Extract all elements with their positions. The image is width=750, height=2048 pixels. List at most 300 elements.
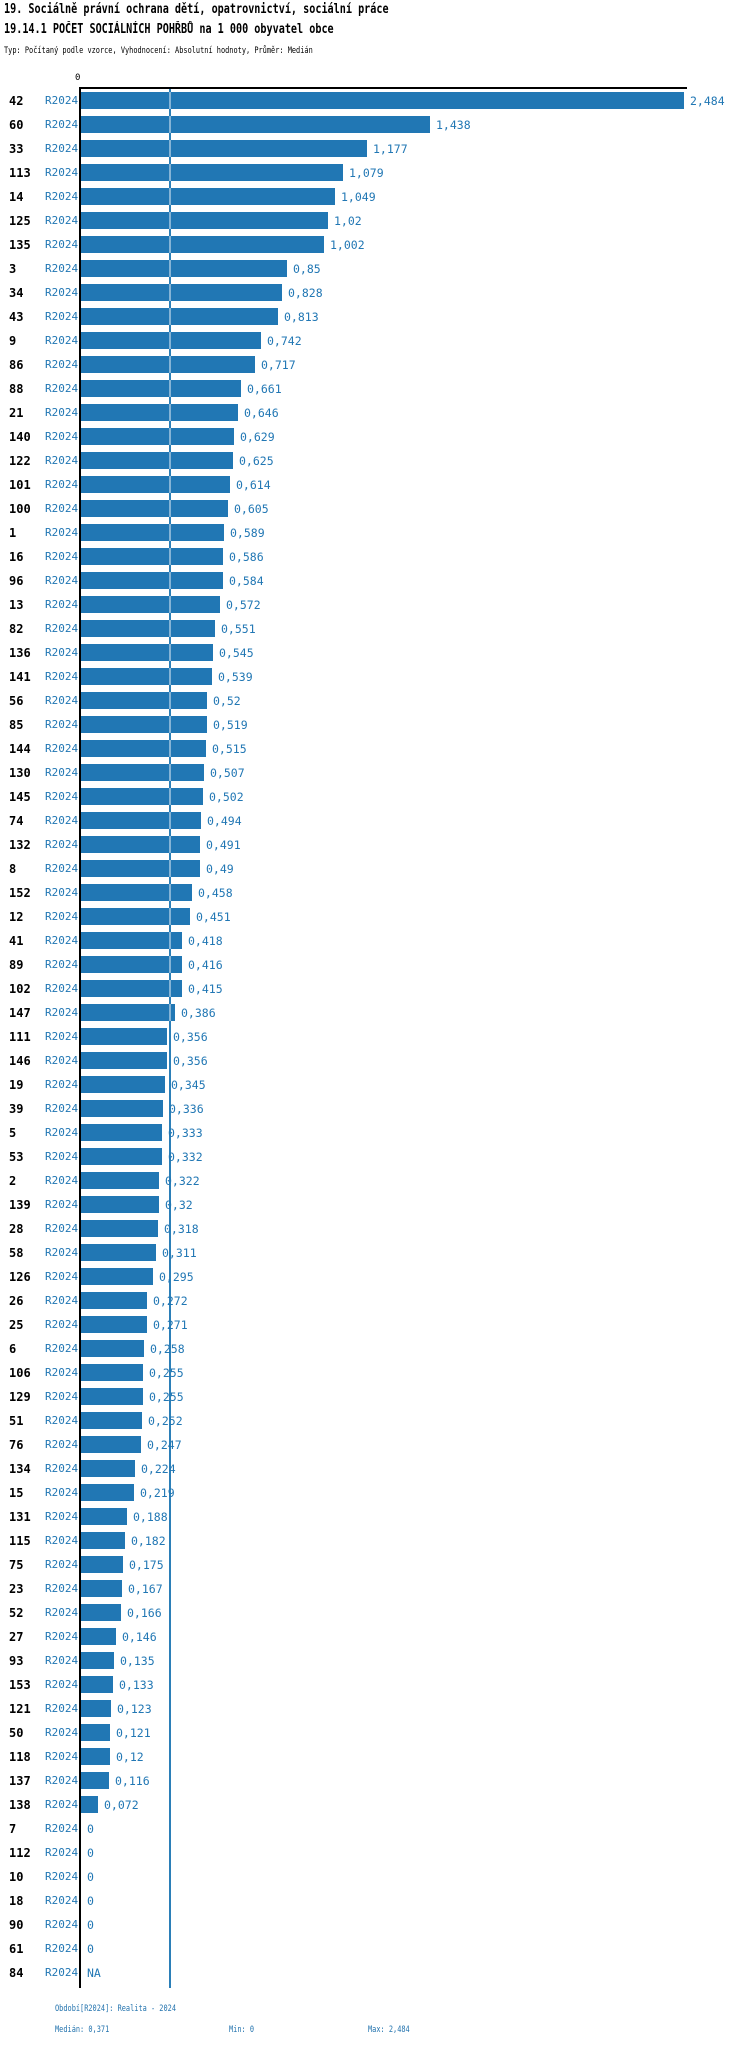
bar xyxy=(81,860,200,877)
bar-value-label: 0,356 xyxy=(173,1054,208,1068)
row-category-label: 41 xyxy=(9,934,24,948)
footer-min: Min: 0 xyxy=(229,2025,255,2035)
bar-value-label: 0,416 xyxy=(188,958,223,972)
median-line-over-bar xyxy=(169,212,171,229)
bar-row xyxy=(0,521,750,545)
bar xyxy=(81,1004,175,1021)
row-category-label: 136 xyxy=(9,646,31,660)
row-category-label: 100 xyxy=(9,502,31,516)
row-series-label: R2024 xyxy=(45,646,79,659)
bar-value-label: 0,614 xyxy=(236,478,271,492)
bar-row xyxy=(0,1385,750,1409)
bar-row xyxy=(0,1289,750,1313)
row-category-label: 130 xyxy=(9,766,31,780)
bar-row xyxy=(0,977,750,1001)
bar-row xyxy=(0,257,750,281)
row-category-label: 121 xyxy=(9,1702,31,1716)
row-series-label: R2024 xyxy=(45,598,79,611)
bar-value-label: 0,572 xyxy=(226,598,261,612)
row-category-label: 61 xyxy=(9,1942,24,1956)
bar xyxy=(81,476,230,493)
bar-value-label: 0,515 xyxy=(212,742,247,756)
row-category-label: 56 xyxy=(9,694,24,708)
bar-row xyxy=(0,1433,750,1457)
bar-value-label: 1,02 xyxy=(334,214,362,228)
bar-value-label: 0,491 xyxy=(206,838,241,852)
bar xyxy=(81,740,206,757)
bar-value-label: 0,828 xyxy=(288,286,323,300)
bar-value-label: 0,146 xyxy=(122,1630,157,1644)
row-category-label: 122 xyxy=(9,454,31,468)
row-category-label: 51 xyxy=(9,1414,24,1428)
bar-value-label: 0,333 xyxy=(168,1126,203,1140)
row-category-label: 96 xyxy=(9,574,24,588)
row-series-label: R2024 xyxy=(45,94,79,107)
bar xyxy=(81,260,287,277)
row-category-label: 84 xyxy=(9,1966,24,1980)
bar xyxy=(81,164,343,181)
row-series-label: R2024 xyxy=(45,1174,79,1187)
median-line-over-bar xyxy=(169,140,171,157)
row-series-label: R2024 xyxy=(45,1366,79,1379)
bar xyxy=(81,596,220,613)
row-series-label: R2024 xyxy=(45,1126,79,1139)
bar-value-label: 0,12 xyxy=(116,1750,144,1764)
bar-value-label: 0,123 xyxy=(117,1702,152,1716)
row-category-label: 12 xyxy=(9,910,24,924)
row-series-label: R2024 xyxy=(45,430,79,443)
row-series-label: R2024 xyxy=(45,334,79,347)
median-line-over-bar xyxy=(169,836,171,853)
row-category-label: 153 xyxy=(9,1678,31,1692)
row-category-label: 14 xyxy=(9,190,24,204)
bar xyxy=(81,1604,121,1621)
bar-row xyxy=(0,353,750,377)
bar-value-label: 0 xyxy=(87,1942,94,1956)
bar xyxy=(81,572,223,589)
row-series-label: R2024 xyxy=(45,1222,79,1235)
row-series-label: R2024 xyxy=(45,886,79,899)
median-line-over-bar xyxy=(169,596,171,613)
bar-row xyxy=(0,1937,750,1961)
median-line-over-bar xyxy=(169,260,171,277)
bar xyxy=(81,1220,158,1237)
median-line-over-bar xyxy=(169,668,171,685)
bar-value-label: 0,545 xyxy=(219,646,254,660)
row-series-label: R2024 xyxy=(45,1294,79,1307)
row-category-label: 85 xyxy=(9,718,24,732)
row-category-label: 125 xyxy=(9,214,31,228)
row-series-label: R2024 xyxy=(45,214,79,227)
row-series-label: R2024 xyxy=(45,1774,79,1787)
footer-max: Max: 2,484 xyxy=(368,2025,410,2035)
bar-row xyxy=(0,1313,750,1337)
bar-row xyxy=(0,1001,750,1025)
x-axis-zero-tick-label: 0 xyxy=(75,73,81,83)
bar xyxy=(81,812,201,829)
bar xyxy=(81,140,367,157)
median-line-over-bar xyxy=(169,908,171,925)
bar-value-label: 0,345 xyxy=(171,1078,206,1092)
row-series-label: R2024 xyxy=(45,1678,79,1691)
bar-value-label: 0,311 xyxy=(162,1246,197,1260)
row-series-label: R2024 xyxy=(45,814,79,827)
chart-title: 19.14.1 POČET SOCIÁLNÍCH POHŘBŮ na 1 000 obyvatel obce xyxy=(4,22,334,37)
row-category-label: 82 xyxy=(9,622,24,636)
row-series-label: R2024 xyxy=(45,1630,79,1643)
row-series-label: R2024 xyxy=(45,1798,79,1811)
row-series-label: R2024 xyxy=(45,1318,79,1331)
bar-row xyxy=(0,377,750,401)
bar xyxy=(81,884,192,901)
bar xyxy=(81,500,228,517)
bar xyxy=(81,980,182,997)
row-category-label: 146 xyxy=(9,1054,31,1068)
bar-value-label: 0,271 xyxy=(153,1318,188,1332)
bar-value-label: 0 xyxy=(87,1894,94,1908)
row-category-label: 19 xyxy=(9,1078,24,1092)
bar-value-label: 0,629 xyxy=(240,430,275,444)
bar-row xyxy=(0,425,750,449)
bar xyxy=(81,1364,143,1381)
median-line-over-bar xyxy=(169,812,171,829)
bar-value-label: 0,258 xyxy=(150,1342,185,1356)
bar xyxy=(81,116,430,133)
bar xyxy=(81,428,234,445)
row-series-label: R2024 xyxy=(45,310,79,323)
bar-value-label: 0,255 xyxy=(149,1390,184,1404)
bar-value-label: 0,539 xyxy=(218,670,253,684)
median-line-over-bar xyxy=(169,764,171,781)
bar xyxy=(81,1628,116,1645)
row-category-label: 50 xyxy=(9,1726,24,1740)
bar-value-label: 0,116 xyxy=(115,1774,150,1788)
row-category-label: 60 xyxy=(9,118,24,132)
row-series-label: R2024 xyxy=(45,1150,79,1163)
row-series-label: R2024 xyxy=(45,1414,79,1427)
bar-row xyxy=(0,497,750,521)
row-category-label: 9 xyxy=(9,334,17,348)
bar-row xyxy=(0,281,750,305)
bar-row xyxy=(0,593,750,617)
bar-row xyxy=(0,473,750,497)
row-category-label: 111 xyxy=(9,1030,31,1044)
bar-row xyxy=(0,449,750,473)
row-series-label: R2024 xyxy=(45,934,79,947)
bar xyxy=(81,932,182,949)
median-line-over-bar xyxy=(169,308,171,325)
row-category-label: 28 xyxy=(9,1222,24,1236)
row-category-label: 102 xyxy=(9,982,31,996)
row-series-label: R2024 xyxy=(45,694,79,707)
bar-row xyxy=(0,1673,750,1697)
row-category-label: 86 xyxy=(9,358,24,372)
bar-value-label: 0,332 xyxy=(168,1150,203,1164)
bar xyxy=(81,1316,147,1333)
bar xyxy=(81,1028,167,1045)
bar xyxy=(81,1724,110,1741)
bar-value-label: 0,32 xyxy=(165,1198,193,1212)
row-series-label: R2024 xyxy=(45,190,79,203)
bar-value-label: 0,386 xyxy=(181,1006,216,1020)
median-line-over-bar xyxy=(169,116,171,133)
median-line-over-bar xyxy=(169,860,171,877)
row-category-label: 8 xyxy=(9,862,17,876)
row-series-label: R2024 xyxy=(45,1534,79,1547)
bar-row xyxy=(0,1961,750,1985)
row-series-label: R2024 xyxy=(45,910,79,923)
bar-row xyxy=(0,137,750,161)
bar-value-label: 1,079 xyxy=(349,166,384,180)
row-series-label: R2024 xyxy=(45,1606,79,1619)
bar xyxy=(81,1532,125,1549)
footer-period: Období[R2024]: Realita - 2024 xyxy=(55,2004,176,2014)
bar-row xyxy=(0,1697,750,1721)
median-line-over-bar xyxy=(169,884,171,901)
bar xyxy=(81,380,241,397)
median-line-over-bar xyxy=(169,692,171,709)
row-category-label: 21 xyxy=(9,406,24,420)
bar-value-label: 0,255 xyxy=(149,1366,184,1380)
bar-value-label: 0,121 xyxy=(116,1726,151,1740)
row-category-label: 140 xyxy=(9,430,31,444)
bar xyxy=(81,1676,113,1693)
bar xyxy=(81,236,324,253)
row-series-label: R2024 xyxy=(45,1942,79,1955)
row-series-label: R2024 xyxy=(45,142,79,155)
bar xyxy=(81,1484,134,1501)
bar-value-label: 1,177 xyxy=(373,142,408,156)
row-series-label: R2024 xyxy=(45,1654,79,1667)
row-category-label: 74 xyxy=(9,814,24,828)
bar-row xyxy=(0,545,750,569)
bar-row xyxy=(0,1601,750,1625)
bar-row xyxy=(0,1649,750,1673)
row-category-label: 34 xyxy=(9,286,24,300)
bar-value-label: 0,224 xyxy=(141,1462,176,1476)
bar-value-label: 0,295 xyxy=(159,1270,194,1284)
bar-value-label: 0,85 xyxy=(293,262,321,276)
row-series-label: R2024 xyxy=(45,1966,79,1979)
bar-value-label: 0,646 xyxy=(244,406,279,420)
median-line-over-bar xyxy=(169,548,171,565)
row-series-label: R2024 xyxy=(45,1582,79,1595)
bar xyxy=(81,956,182,973)
bar-value-label: 0,272 xyxy=(153,1294,188,1308)
bar-value-label: 0,219 xyxy=(140,1486,175,1500)
row-category-label: 27 xyxy=(9,1630,24,1644)
bar xyxy=(81,1556,123,1573)
bar-value-label: 0,813 xyxy=(284,310,319,324)
bar-value-label: 0,415 xyxy=(188,982,223,996)
row-series-label: R2024 xyxy=(45,838,79,851)
row-series-label: R2024 xyxy=(45,478,79,491)
bar xyxy=(81,1148,162,1165)
row-category-label: 90 xyxy=(9,1918,24,1932)
bar xyxy=(81,1700,111,1717)
bar-row xyxy=(0,1889,750,1913)
bar xyxy=(81,1796,98,1813)
bar-value-label: 0,356 xyxy=(173,1030,208,1044)
row-category-label: 141 xyxy=(9,670,31,684)
row-category-label: 6 xyxy=(9,1342,17,1356)
row-series-label: R2024 xyxy=(45,1510,79,1523)
bar-row xyxy=(0,1481,750,1505)
chart-subtitle: Typ: Počítaný podle vzorce, Vyhodnocení: Absolutní hodnoty, Průměr: Medián xyxy=(4,46,313,56)
bar xyxy=(81,1268,153,1285)
median-line-over-bar xyxy=(169,92,171,109)
bar xyxy=(81,188,335,205)
bar xyxy=(81,548,223,565)
bar-value-label: 0,458 xyxy=(198,886,233,900)
row-category-label: 113 xyxy=(9,166,31,180)
bar xyxy=(81,1508,127,1525)
bar-row xyxy=(0,1817,750,1841)
bar xyxy=(81,620,215,637)
row-category-label: 112 xyxy=(9,1846,31,1860)
row-category-label: 129 xyxy=(9,1390,31,1404)
bar-row xyxy=(0,329,750,353)
bar-row xyxy=(0,1169,750,1193)
bar xyxy=(81,356,255,373)
row-series-label: R2024 xyxy=(45,166,79,179)
bar-value-label: 0,584 xyxy=(229,574,264,588)
bar-value-label: 0,166 xyxy=(127,1606,162,1620)
row-series-label: R2024 xyxy=(45,790,79,803)
bar-row xyxy=(0,929,750,953)
bar-row xyxy=(0,1745,750,1769)
row-series-label: R2024 xyxy=(45,1462,79,1475)
bar-row xyxy=(0,1865,750,1889)
bar-value-label: 0,252 xyxy=(148,1414,183,1428)
page-title: 19. Sociálně právní ochrana dětí, opatrovnictví, sociální práce xyxy=(4,2,389,17)
bar-row xyxy=(0,161,750,185)
row-series-label: R2024 xyxy=(45,286,79,299)
bar xyxy=(81,1388,143,1405)
row-series-label: R2024 xyxy=(45,1702,79,1715)
row-category-label: 88 xyxy=(9,382,24,396)
median-line-over-bar xyxy=(169,356,171,373)
bar-row xyxy=(0,1217,750,1241)
bar-value-label: 0,717 xyxy=(261,358,296,372)
median-line-over-bar xyxy=(169,284,171,301)
median-line-over-bar xyxy=(169,380,171,397)
median-line-over-bar xyxy=(169,524,171,541)
bar xyxy=(81,764,204,781)
bar-row xyxy=(0,305,750,329)
bar xyxy=(81,644,213,661)
row-category-label: 13 xyxy=(9,598,24,612)
bar-row xyxy=(0,905,750,929)
bar-value-label: 0,182 xyxy=(131,1534,166,1548)
bar-row xyxy=(0,785,750,809)
row-category-label: 89 xyxy=(9,958,24,972)
row-series-label: R2024 xyxy=(45,454,79,467)
bar-row xyxy=(0,209,750,233)
bar-row xyxy=(0,1265,750,1289)
row-category-label: 137 xyxy=(9,1774,31,1788)
bar xyxy=(81,332,261,349)
bar-value-label: 0,247 xyxy=(147,1438,182,1452)
row-category-label: 135 xyxy=(9,238,31,252)
bar-value-label: 1,049 xyxy=(341,190,376,204)
bar-value-label: 0,586 xyxy=(229,550,264,564)
bar-row xyxy=(0,1505,750,1529)
row-series-label: R2024 xyxy=(45,862,79,875)
bar xyxy=(81,1460,135,1477)
row-category-label: 43 xyxy=(9,310,24,324)
bar-value-label: 0,133 xyxy=(119,1678,154,1692)
bar-value-label: 0,519 xyxy=(213,718,248,732)
row-category-label: 2 xyxy=(9,1174,17,1188)
bar xyxy=(81,212,328,229)
bar xyxy=(81,452,233,469)
median-line-over-bar xyxy=(169,788,171,805)
row-category-label: 10 xyxy=(9,1870,24,1884)
row-category-label: 3 xyxy=(9,262,17,276)
bar-row xyxy=(0,881,750,905)
row-series-label: R2024 xyxy=(45,1750,79,1763)
bar xyxy=(81,1076,165,1093)
x-axis-line xyxy=(79,87,687,89)
bar-row xyxy=(0,857,750,881)
bar-row xyxy=(0,1769,750,1793)
bar-value-label: 0,625 xyxy=(239,454,274,468)
bar xyxy=(81,1340,144,1357)
median-line-over-bar xyxy=(169,500,171,517)
bar-row xyxy=(0,1529,750,1553)
bar-value-label: 0,49 xyxy=(206,862,234,876)
bar xyxy=(81,1244,156,1261)
bar xyxy=(81,1436,141,1453)
bar-row xyxy=(0,1553,750,1577)
row-category-label: 134 xyxy=(9,1462,31,1476)
row-series-label: R2024 xyxy=(45,1918,79,1931)
row-series-label: R2024 xyxy=(45,550,79,563)
row-category-label: 16 xyxy=(9,550,24,564)
row-series-label: R2024 xyxy=(45,1822,79,1835)
bar-row xyxy=(0,713,750,737)
bar-row xyxy=(0,809,750,833)
bar-value-label: 0,507 xyxy=(210,766,245,780)
bar xyxy=(81,1052,167,1069)
bar xyxy=(81,1196,159,1213)
bar xyxy=(81,836,200,853)
bar-value-label: 0,605 xyxy=(234,502,269,516)
row-category-label: 33 xyxy=(9,142,24,156)
bar-value-label: 0 xyxy=(87,1846,94,1860)
row-series-label: R2024 xyxy=(45,1894,79,1907)
median-line-over-bar xyxy=(169,716,171,733)
row-series-label: R2024 xyxy=(45,958,79,971)
median-line-over-bar xyxy=(169,644,171,661)
bar xyxy=(81,1100,163,1117)
bar-row xyxy=(0,1913,750,1937)
bar-row xyxy=(0,1049,750,1073)
bar xyxy=(81,92,684,109)
row-category-label: 152 xyxy=(9,886,31,900)
row-series-label: R2024 xyxy=(45,118,79,131)
bar-value-label: 1,438 xyxy=(436,118,471,132)
median-line-over-bar xyxy=(169,620,171,637)
row-category-label: 76 xyxy=(9,1438,24,1452)
bar xyxy=(81,404,238,421)
row-category-label: 144 xyxy=(9,742,31,756)
row-category-label: 131 xyxy=(9,1510,31,1524)
row-series-label: R2024 xyxy=(45,622,79,635)
row-category-label: 5 xyxy=(9,1126,17,1140)
bar-value-label: 0 xyxy=(87,1918,94,1932)
